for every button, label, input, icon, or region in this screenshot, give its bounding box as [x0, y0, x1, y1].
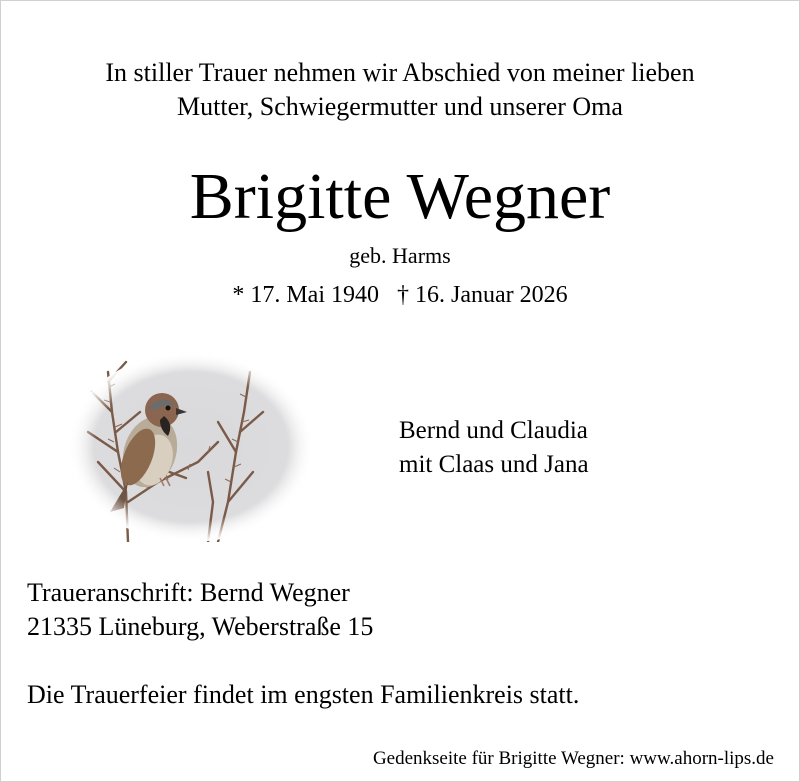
mourners-line-1: Bernd und Claudia [399, 417, 588, 444]
address-line-2: 21335 Lüneburg, Weberstraße 15 [27, 612, 374, 641]
mourning-address [27, 576, 373, 644]
intro-line-2: Mutter, Schwiegermutter und unserer Oma [177, 92, 623, 121]
sparrow-photo [68, 352, 314, 542]
deceased-name: Brigitte Wegner [189, 160, 611, 233]
mourners-line-2: mit Claas und Jana [399, 451, 589, 478]
life-dates: * 17. Mai 1940 † 16. Januar 2026 [232, 282, 568, 308]
intro-text [0, 56, 800, 124]
maiden-name: geb. Harms [349, 243, 451, 268]
sparrow-on-branch-icon [68, 352, 314, 542]
mourners [399, 414, 589, 482]
funeral-notice: Die Trauerfeier findet im engsten Familienkreis statt. [27, 680, 580, 709]
address-line-1: Traueranschrift: Bernd Wegner [27, 578, 350, 607]
memorial-page-footer: Gedenkseite für Brigitte Wegner: www.ahorn-lips.de [372, 748, 774, 769]
intro-line-1: In stiller Trauer nehmen wir Abschied von meiner lieben [105, 58, 695, 87]
